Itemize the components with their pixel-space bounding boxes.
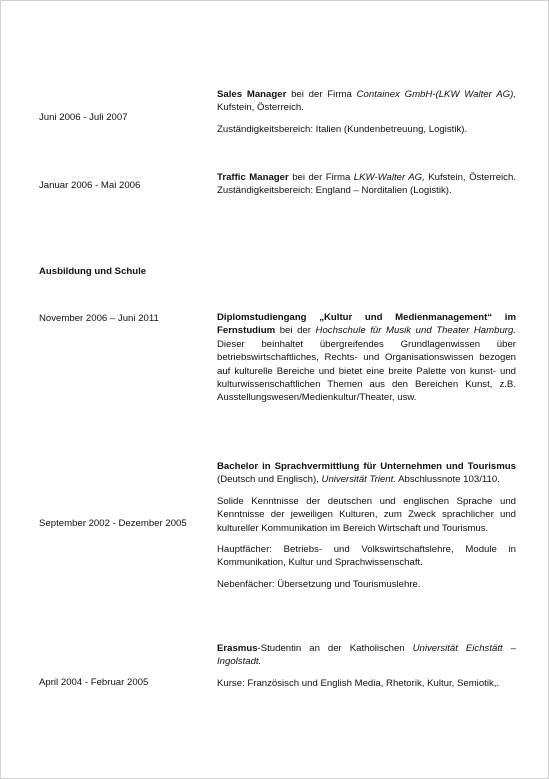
education-paragraph: Hauptfächer: Betriebs- und Volkswirtschaftslehre, Module in Kommunikation, Kultur und Sprachwissenschaft. (217, 544, 516, 569)
entry-date: Juni 2006 - Juli 2007 (39, 112, 128, 123)
education-paragraph: Erasmus-Studentin an der Katholischen Universität Eichstätt – Ingolstadt. (217, 643, 516, 668)
education-date: September 2002 - Dezember 2005 (39, 518, 187, 529)
education-paragraph: Solide Kenntnisse der deutschen und englischen Sprache und Kenntnisse der jeweiligen Kulturen, zum Zweck sprachlicher und kultureller Kommunikation im Bereich Wirtschaft und Tourismus. (217, 495, 516, 534)
section-heading: Ausbildung und Schule (39, 266, 147, 277)
program-name: Erasmus (217, 643, 258, 654)
entry-paragraph: Zuständigkeitsbereich: Italien (Kundenbetreuung, Logistik). (217, 123, 468, 135)
education-paragraph: Diplomstudiengang „Kultur und Medienmanagement“ im Fernstudium bei der Hochschule für Musik und Theater Hamburg. Dieser beinhaltet übergreifendes Grundlagenwissen über betriebswirtschaftliches, Rechts- und Organisationswissen bezogen auf kulturelle Bereiche und bietet eine breite Palette von kunst- und kulturwissenschaftlichen Themen aus den Bereichen Kunst, z.B. Ausstellungswesen/Medienkultur/Theater, usw. (217, 312, 516, 404)
education-description (217, 311, 516, 405)
entry-date: Januar 2006 - Mai 2006 (39, 180, 141, 191)
education-date: November 2006 – Juni 2011 (39, 313, 159, 324)
institution-name: Hochschule für Musik und Theater Hamburg. (315, 325, 516, 337)
entry-description (217, 171, 516, 198)
institution-name: Universität Eichstätt – Ingolstadt. (217, 643, 516, 668)
entry-paragraph: Sales Manager bei der Firma Containex GmbH-(LKW Walter AG), Kufstein, Österreich. (217, 89, 516, 114)
education-description (217, 642, 516, 690)
job-title: Traffic Manager (217, 172, 289, 183)
education-description (217, 460, 516, 591)
education-paragraph: Kurse: Französisch und English Media, Rhetorik, Kultur, Semiotik,. (217, 677, 500, 689)
education-paragraph: Nebenfächer: Übersetzung und Tourismuslehre. (217, 578, 421, 590)
institution-name: Universität Trient. (321, 474, 396, 486)
degree-title: Bachelor in Sprachvermittlung für Unternehmen und Tourismus (217, 461, 516, 472)
entry-description (217, 88, 516, 136)
education-paragraph: Bachelor in Sprachvermittlung für Unternehmen und Tourismus (Deutsch und Englisch), Universität Trient. Abschlussnote 103/110. (217, 461, 516, 486)
degree-title: Diplomstudiengang „Kultur und Medienmanagement“ im Fernstudium (217, 312, 516, 337)
entry-paragraph: Traffic Manager bei der Firma LKW-Walter AG, Kufstein, Österreich. Zuständigkeitsbereich: England – Norditalien (Logistik). (217, 172, 516, 197)
job-title: Sales Manager (217, 89, 287, 100)
company-name: Containex GmbH-(LKW Walter AG), (356, 89, 516, 100)
education-date: April 2004 - Februar 2005 (39, 677, 149, 688)
company-name: LKW-Walter AG, (353, 172, 425, 183)
